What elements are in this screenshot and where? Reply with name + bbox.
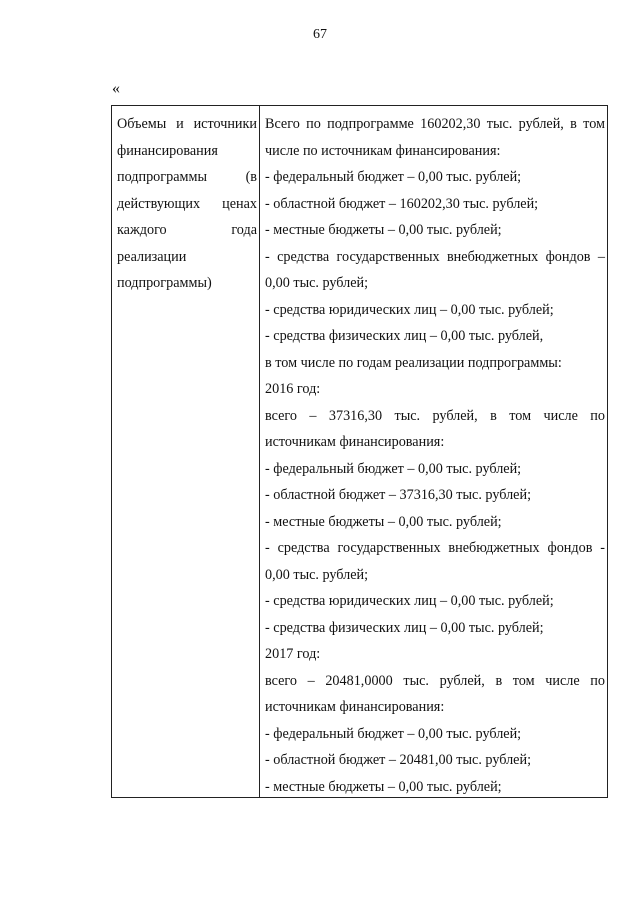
funding-detail-line: 0,00 тыс. рублей; (265, 275, 369, 291)
opening-quote-mark: « (112, 80, 120, 97)
funding-detail-line: - областной бюджет – 37316,30 тыс. рублей; (265, 487, 532, 503)
funding-detail-line: - областной бюджет – 20481,00 тыс. рублей; (265, 752, 532, 768)
funding-detail-line: - федеральный бюджет – 0,00 тыс. рублей; (265, 169, 522, 185)
funding-label-line: реализации (117, 248, 187, 265)
funding-detail-line: - местные бюджеты – 0,00 тыс. рублей; (265, 222, 502, 238)
funding-label-line: каждого года (117, 222, 257, 238)
funding-label-line: действующих ценах (117, 195, 257, 212)
funding-detail-line: - местные бюджеты – 0,00 тыс. рублей; (265, 778, 502, 795)
funding-detail-line: - средства государственных внебюджетных фондов – (265, 248, 605, 265)
funding-label-line: финансирования (117, 142, 218, 159)
funding-detail-line: - областной бюджет – 160202,30 тыс. рублей; (265, 195, 539, 212)
funding-detail-line: - средства физических лиц – 0,00 тыс. рублей, (265, 328, 544, 344)
funding-detail-line: - средства юридических лиц – 0,00 тыс. рублей; (265, 593, 554, 609)
funding-detail-line: всего – 37316,30 тыс. рублей, в том числе по (265, 407, 605, 424)
page-number: 67 (313, 27, 327, 42)
funding-label-cell (112, 106, 260, 797)
funding-details-cell (260, 106, 607, 797)
funding-label-line: подпрограммы) (117, 275, 212, 291)
funding-detail-line: источникам финансирования: (265, 434, 445, 450)
funding-detail-line: - федеральный бюджет – 0,00 тыс. рублей; (265, 460, 522, 477)
funding-label-line: Объемы и источники (117, 116, 257, 132)
funding-detail-line: - местные бюджеты – 0,00 тыс. рублей; (265, 513, 502, 530)
funding-detail-line: 0,00 тыс. рублей; (265, 566, 369, 583)
funding-detail-line: всего – 20481,0000 тыс. рублей, в том числе по (265, 672, 605, 689)
funding-label-line: подпрограммы (в (117, 169, 257, 185)
funding-detail-line: - средства государственных внебюджетных фондов - (265, 540, 605, 556)
funding-detail-line: 2017 год: (265, 646, 321, 662)
funding-detail-line: - средства физических лиц – 0,00 тыс. рублей; (265, 619, 544, 636)
funding-detail-line: Всего по подпрограмме 160202,30 тыс. рублей, в том (265, 116, 605, 132)
funding-detail-line: источникам финансирования: (265, 699, 445, 715)
funding-table (111, 105, 608, 798)
funding-detail-line: числе по источникам финансирования: (265, 142, 501, 159)
funding-detail-line: в том числе по годам реализации подпрограммы: (265, 354, 562, 371)
funding-detail-line: - средства юридических лиц – 0,00 тыс. рублей; (265, 301, 554, 318)
funding-detail-line: - федеральный бюджет – 0,00 тыс. рублей; (265, 725, 522, 742)
funding-detail-line: 2016 год: (265, 381, 321, 397)
